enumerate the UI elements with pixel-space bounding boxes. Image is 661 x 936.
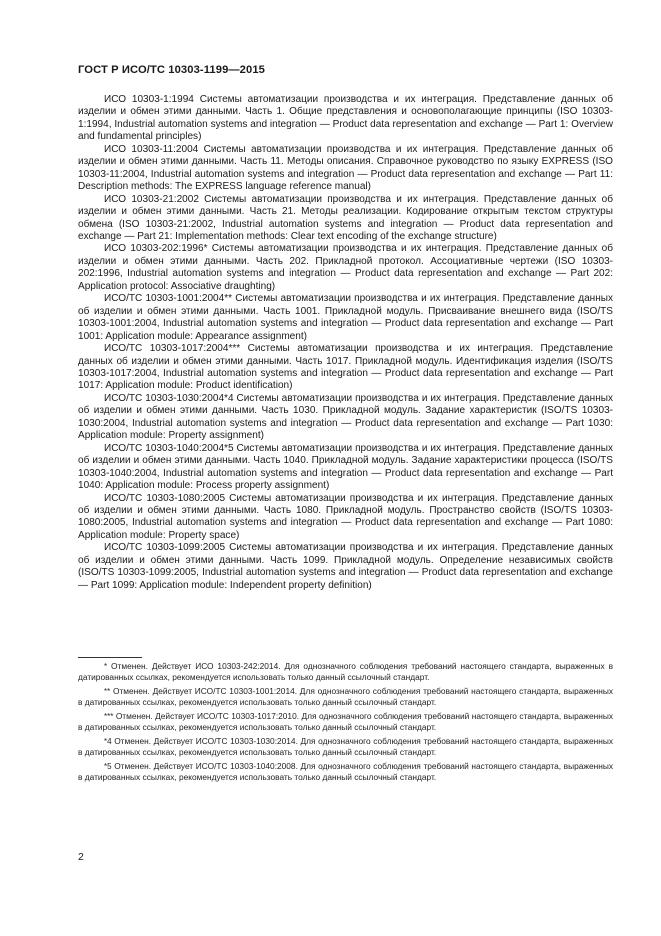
reference-item: ИСО/ТС 10303-1040:2004*5 Системы автоматизации производства и их интеграция. Представление данных об изделии и обмен этими данными. Часть 1040. Прикладной модуль. Задание характеристики процесса (ISO/TS 10303-1040:2004, Industrial automation systems and integration — Product data representation and exchange — Part 1040: Application module: Process property assignment) xyxy=(78,442,613,492)
reference-item: ИСО 10303-21:2002 Системы автоматизации производства и их интеграция. Представление данных об изделии и обмен этими данными. Часть 21. Методы реализации. Кодирование открытым текстом структуры обмена (ISO 10303-21:2002, Industrial automation systems and integration — Product data representation and exchange — Part 21: Implementation methods: Clear text encoding of the exchange structure) xyxy=(78,193,613,242)
document-header: ГОСТ Р ИСО/ТС 10303-1199—2015 xyxy=(78,64,265,76)
footnote-separator xyxy=(78,657,142,658)
reference-item: ИСО/ТС 10303-1001:2004** Системы автоматизации производства и их интеграция. Представление данных об изделии и обмен этими данными. Часть 1001. Прикладной модуль. Присваивание внешнего вида (ISO/TS 10303-1001:2004, Industrial automation systems and integration — Product data representation and exchange — Part 1001: Application module: Appearance assignment) xyxy=(78,293,613,342)
footnote-item xyxy=(78,686,613,708)
reference-item: ИСО/ТС 10303-1030:2004*4 Системы автоматизации производства и их интеграция. Представление данных об изделии и обмен этими данными. Часть 1030. Прикладной модуль. Задание характеристик (ISO/TS 10303-1030:2004, Industrial automation systems and integration — Product data representation and exchange — Part 1030: Application module: Property assignment) xyxy=(78,392,613,442)
reference-item: ИСО/ТС 10303-1080:2005 Системы автоматизации производства и их интеграция. Представление данных об изделии и обмен этими данными. Часть 1080. Прикладной модуль. Пространство свойств (ISO/TS 10303-1080:2005, Industrial automation systems and integration — Product data representation and exchange — Part 1080: Application module: Property space) xyxy=(78,492,613,541)
reference-item: ИСО 10303-11:2004 Системы автоматизации производства и их интеграция. Представление данных об изделии и обмен этими данными. Часть 11. Методы описания. Справочное руководство по языку EXPRESS (ISO 10303-11:2004, Industrial automation systems and integration — Product data representation and exchange — Part 11: Description methods: The EXPRESS language reference manual) xyxy=(78,143,613,193)
footnote-text: Отменен. Действует ИСО/ТС 10303-1040:2008. Для однозначного соблюдения требований настоящего стандарта, выраженных в датированных ссылках, рекомендуется использовать только данный ссылочный стандарт. xyxy=(78,761,613,782)
footnote-text: Отменен. Действует ИСО 10303-242:2014. Для однозначного соблюдения требований настоящего стандарта, выраженных в датированных ссылках, рекомендуется использовать только данный ссылочный стандарт. xyxy=(78,661,613,682)
footnote-mark: * xyxy=(104,662,108,671)
footnote-text: Отменен. Действует ИСО/ТС 10303-1017:2010. Для однозначного соблюдения требований настоящего стандарта, выраженных в датированных ссылках, рекомендуется использовать только данный ссылочный стандарт. xyxy=(78,711,613,732)
footnote-text: Отменен. Действует ИСО/ТС 10303-1030:2014. Для однозначного соблюдения требований настоящего стандарта, выраженных в датированных ссылках, рекомендуется использовать только данный ссылочный стандарт. xyxy=(78,736,613,757)
footnotes xyxy=(78,661,613,786)
reference-item: ИСО/ТС 10303-1017:2004*** Системы автоматизации производства и их интеграция. Представление данных об изделии и обмен этими данными. Часть 1017. Прикладной модуль. Идентификация изделия (ISO/TS 10303-1017:2004, Industrial automation systems and integration — Product data representation and exchange — Part 1017: Application module: Product identification) xyxy=(78,343,613,392)
reference-item: ИСО 10303-202:1996* Системы автоматизации производства и их интеграция. Представление данных об изделии и обмен этими данными. Часть 202. Прикладной протокол. Ассоциативные чертежи (ISO 10303-202:1996, Industrial automation systems and integration — Product data representation and exchange — Part 202: Application protocol: Associative draughting) xyxy=(78,243,613,292)
reference-item: ИСО/ТС 10303-1099:2005 Системы автоматизации производства и их интеграция. Представление данных об изделии и обмен этими данными. Часть 1099. Прикладной модуль. Определение независимых свойств (ISO/TS 10303-1099:2005, Industrial automation systems and integration — Product data representation and exchange — Part 1099: Application module: Independent property definition) xyxy=(78,542,613,591)
footnote-mark: ** xyxy=(104,687,111,696)
reference-item: ИСО 10303-1:1994 Системы автоматизации производства и их интеграция. Представление данных об изделии и обмен этими данными. Часть 1. Общие представления и основополагающие принципы (ISO 10303-1:1994, Industrial automation systems and integration — Product data representation and exchange — Part 1: Overview and fundamental principles) xyxy=(78,94,613,143)
footnote-text: Отменен. Действует ИСО/ТС 10303-1001:2014. Для однозначного соблюдения требований настоящего стандарта, выраженных в датированных ссылках, рекомендуется использовать только данный ссылочный стандарт. xyxy=(78,686,613,707)
footnote-item xyxy=(78,736,613,758)
footnote-mark: *** xyxy=(104,712,114,721)
page-number: 2 xyxy=(78,851,84,863)
footnote-item xyxy=(78,661,613,683)
footnote-item xyxy=(78,711,613,733)
footnote-item xyxy=(78,761,613,783)
footnote-mark: *4 xyxy=(104,737,112,746)
footnote-mark: *5 xyxy=(104,762,112,771)
normative-references xyxy=(78,94,613,592)
